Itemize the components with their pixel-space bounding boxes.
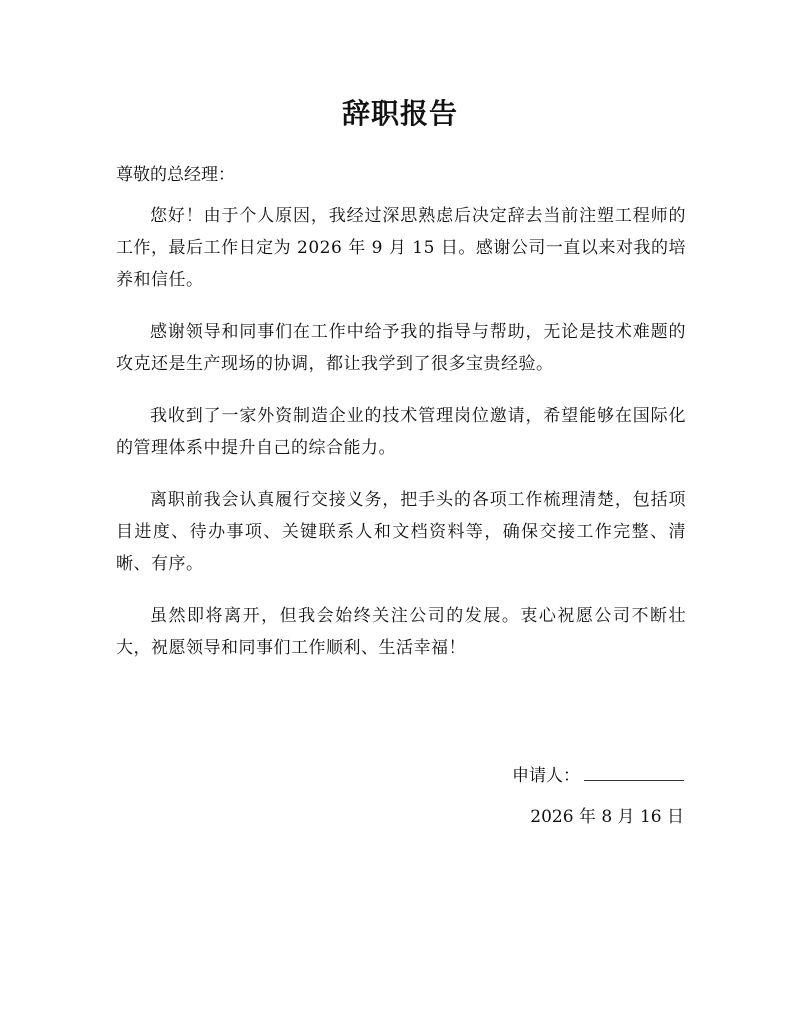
paragraph-4: 离职前我会认真履行交接义务，把手头的各项工作梳理清楚，包括项目进度、待办事项、关键联系人和文档资料等，确保交接工作完整、清晰、有序。 <box>116 490 686 574</box>
paragraph-3: 我收到了一家外资制造企业的技术管理岗位邀请，希望能够在国际化的管理体系中提升自己的综合能力。 <box>116 406 686 458</box>
paragraph-2: 感谢领导和同事们在工作中给予我的指导与帮助，无论是技术难题的攻克还是生产现场的协调，都让我学到了很多宝贵经验。 <box>116 322 686 374</box>
signature-block <box>512 762 684 789</box>
paragraph-5: 虽然即将离开，但我会始终关注公司的发展。衷心祝愿公司不断壮大，祝愿领导和同事们工作顺利、生活幸福！ <box>116 606 686 658</box>
document-title: 辞职报告 <box>341 97 458 130</box>
salutation: 尊敬的总经理： <box>116 165 235 185</box>
signature-label: 申请人： <box>512 766 580 786</box>
paragraph-1: 您好！由于个人原因，我经过深思熟虑后决定辞去当前注塑工程师的工作，最后工作日定为 2026 年 9 月 15 日。感谢公司一直以来对我的培养和信任。 <box>116 206 686 290</box>
letter-body <box>116 200 686 684</box>
letter-date: 2026 年 8 月 16 日 <box>530 807 684 827</box>
signature-blank-line <box>584 762 684 781</box>
